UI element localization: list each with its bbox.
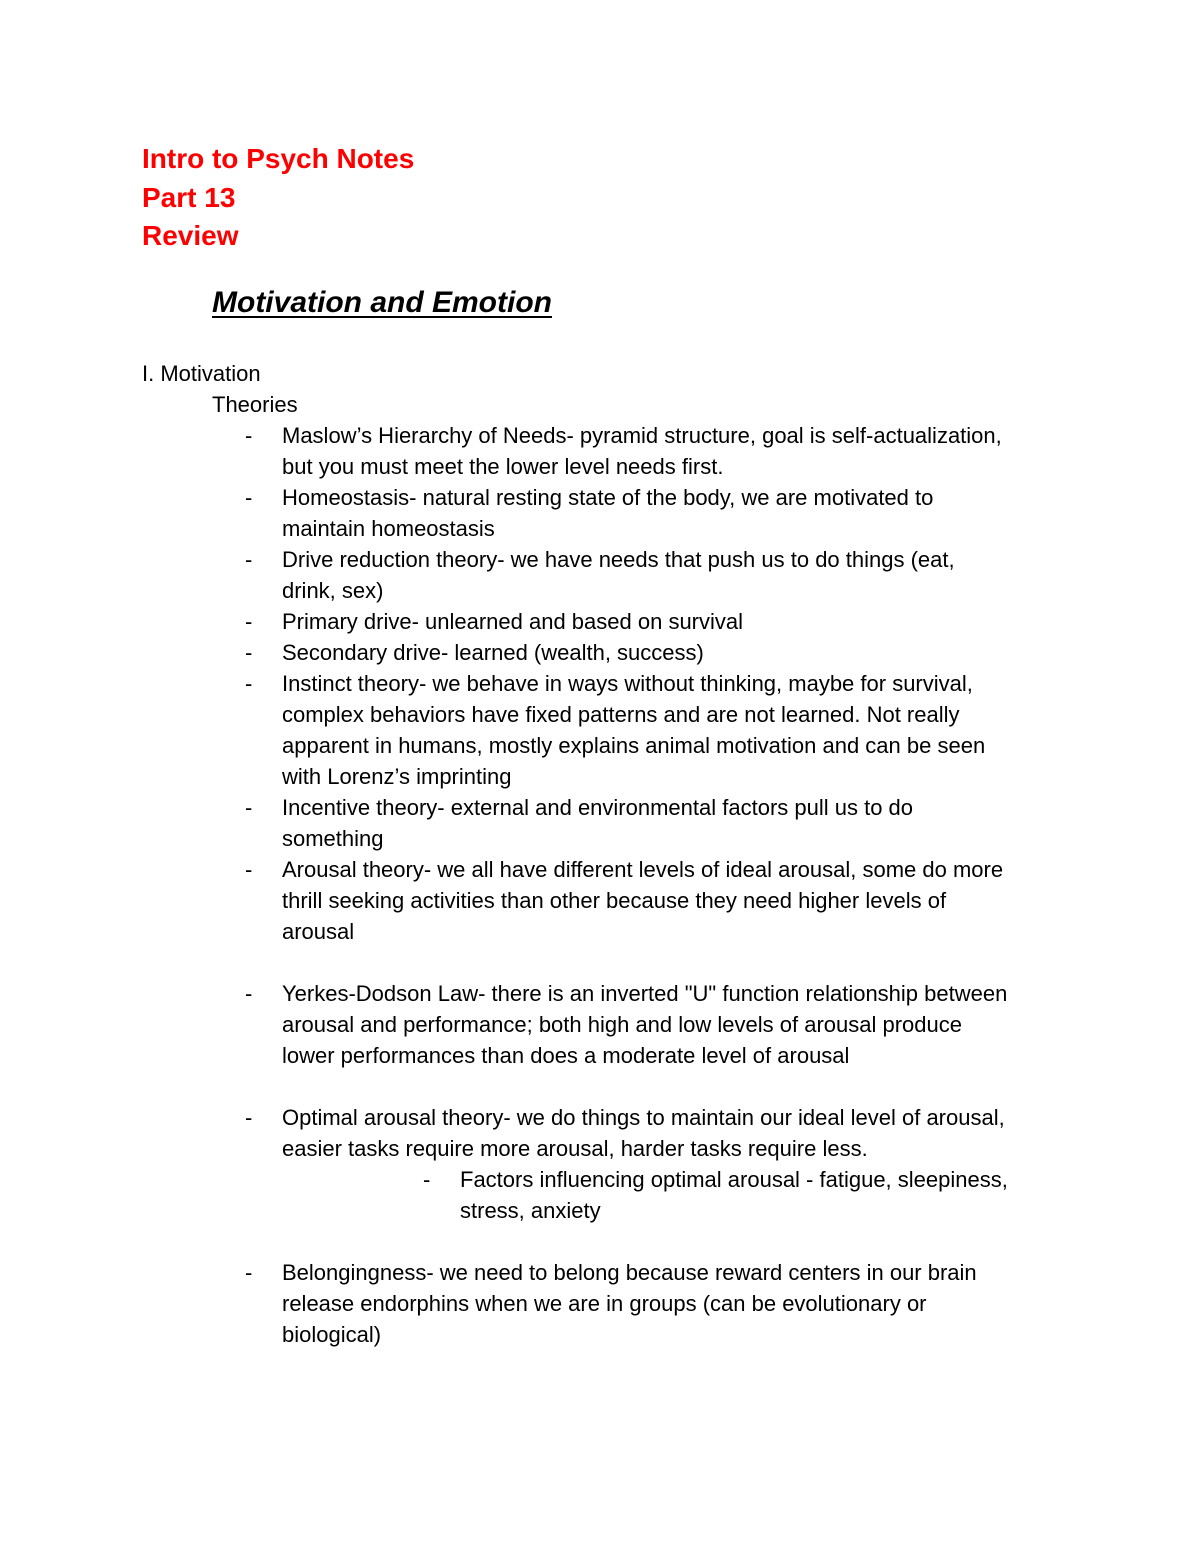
- list-item-line: Homeostasis- natural resting state of the body, we are motivated to: [282, 485, 934, 510]
- list-item: [245, 637, 1085, 668]
- list-item: [245, 482, 1085, 544]
- list-item: [245, 420, 1085, 482]
- list-item: [245, 1102, 1085, 1226]
- document-title: Intro to Psych Notes: [142, 143, 415, 174]
- bullet-dash: -: [245, 547, 253, 572]
- list-item-line: Primary drive- unlearned and based on survival: [282, 609, 744, 634]
- list-item-line: Maslow’s Hierarchy of Needs- pyramid structure, goal is self-actualization,: [282, 423, 1002, 448]
- list-item-line: biological): [282, 1322, 382, 1347]
- list-item-line: arousal: [282, 919, 355, 944]
- list-item: [245, 854, 1085, 947]
- list-item: [245, 978, 1085, 1071]
- list-item: [245, 792, 1085, 854]
- list-item-line: arousal and performance; both high and low levels of arousal produce: [282, 1012, 962, 1037]
- section-heading: Motivation and Emotion: [212, 286, 552, 319]
- list-item: [245, 1257, 1085, 1350]
- list-item-line: something: [282, 826, 384, 851]
- list-item: [245, 668, 1085, 792]
- list-item-line: stress, anxiety: [460, 1198, 601, 1223]
- bullet-dash: -: [245, 1105, 253, 1130]
- list-item-line: with Lorenz’s imprinting: [282, 764, 512, 789]
- bullet-dash: -: [423, 1167, 431, 1192]
- list-item-line: Belongingness- we need to belong because reward centers in our brain: [282, 1260, 977, 1285]
- list-item-line: drink, sex): [282, 578, 384, 603]
- bullet-dash: -: [245, 981, 253, 1006]
- list-item: [245, 544, 1085, 606]
- document-part-number: Part 13: [142, 181, 236, 213]
- bullet-dash: -: [245, 423, 253, 448]
- document-title-block: [142, 140, 414, 256]
- bullet-dash: -: [245, 795, 253, 820]
- bullet-dash: -: [245, 671, 253, 696]
- list-item-line: lower performances than does a moderate level of arousal: [282, 1043, 850, 1068]
- list-item-line: Yerkes-Dodson Law- there is an inverted "U" function relationship between: [282, 981, 1008, 1006]
- subheading: Theories: [212, 392, 298, 417]
- list-item-line: thrill seeking activities than other because they need higher levels of: [282, 888, 947, 913]
- list-item-line: Factors influencing optimal arousal - fatigue, sleepiness,: [460, 1167, 1008, 1192]
- bullet-dash: -: [245, 1260, 253, 1285]
- optimal-arousal-sub-list: [282, 1164, 1085, 1226]
- list-item-line: Incentive theory- external and environmental factors pull us to do: [282, 795, 914, 820]
- list-item-line: maintain homeostasis: [282, 516, 495, 541]
- bullet-dash: -: [245, 609, 253, 634]
- outline-label: I. Motivation: [142, 361, 261, 386]
- list-item-line: Instinct theory- we behave in ways without thinking, maybe for survival,: [282, 671, 973, 696]
- list-item-line: Secondary drive- learned (wealth, success): [282, 640, 704, 665]
- list-item-line: but you must meet the lower level needs first.: [282, 454, 724, 479]
- list-item-line: Optimal arousal theory- we do things to maintain our ideal level of arousal,: [282, 1105, 1005, 1130]
- list-item-line: apparent in humans, mostly explains animal motivation and can be seen: [282, 733, 986, 758]
- bullet-dash: -: [245, 485, 253, 510]
- bullet-dash: -: [245, 640, 253, 665]
- theories-list: [245, 420, 1085, 1350]
- list-item-line: Arousal theory- we all have different levels of ideal arousal, some do more: [282, 857, 1004, 882]
- list-item-line: release endorphins when we are in groups (can be evolutionary or: [282, 1291, 927, 1316]
- list-item: [245, 606, 1085, 637]
- list-item-line: complex behaviors have fixed patterns and are not learned. Not really: [282, 702, 960, 727]
- list-item-line: easier tasks require more arousal, harder tasks require less.: [282, 1136, 868, 1161]
- sub-list-item: [282, 1164, 1085, 1226]
- bullet-dash: -: [245, 857, 253, 882]
- list-item-line: Drive reduction theory- we have needs that push us to do things (eat,: [282, 547, 955, 572]
- document-subtitle: Review: [142, 220, 239, 251]
